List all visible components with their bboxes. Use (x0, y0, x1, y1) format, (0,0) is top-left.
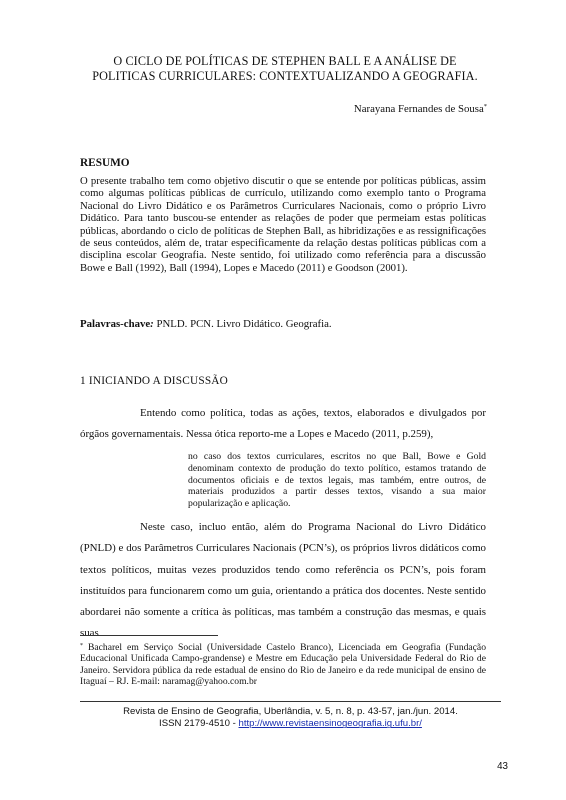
journal-website-link[interactable]: http://www.revistaensinogeografia.ig.ufu.br/ (238, 718, 422, 730)
footer-divider (80, 701, 501, 702)
paper-title (70, 54, 500, 84)
abstract-heading: RESUMO (80, 157, 130, 169)
journal-footer (80, 706, 501, 731)
section-heading: 1 INICIANDO A DISCUSSÃO (80, 375, 229, 387)
abstract-text: O presente trabalho tem como objetivo discutir o que se entende por políticas públicas, assim como algumas políticas públicas de currículo, utilizando como exemplo tanto o Programa Nacional do Livro Didático e os Parâmetros Curriculares Nacionais, como o próprio Livro Didático. Para tanto buscou-se entender as relações de poder que permeiam estas políticas públicas, abordando o ciclo de políticas de Stephen Ball, as hibridizações e as ressignificações de seus conteúdos, além de, tratar especificamente da relação destas políticas públicas com a disciplina escolar Geografia. Neste sentido, foi utilizado como referência para a discussão Bowe e Ball (1992), Ball (1994), Lopes e Macedo (2011) e Goodson (2001). (80, 175, 486, 274)
page-number: 43 (497, 761, 508, 772)
issn-text: ISSN 2179-4510 - (159, 718, 239, 730)
footnote-divider (80, 635, 218, 636)
paper-title-line-2: POLITICAS CURRICULARES: CONTEXTUALIZANDO A GEOGRAFIA. (92, 69, 478, 83)
journal-issn-line (80, 718, 501, 730)
block-quote: no caso dos textos curriculares, escritos no que Ball, Bowe e Gold denominam contexto de produção do texto político, estamos tratando de documentos oficiais e de textos legais, mas também, entre outros, de materiais produzidos a partir desses textos, visando a sua maior popularização e aplicação. (188, 451, 486, 510)
author-text: Narayana Fernandes de Sousa (353, 103, 484, 115)
body-paragraph-1: Entendo como política, todas as ações, textos, elaborados e divulgados por órgãos governamentais. Nessa ótica reporto-me a Lopes e Macedo (2011, p.259), (80, 407, 486, 441)
footnote (80, 641, 486, 688)
footnote-text: Bacharel em Serviço Social (Universidade Castelo Branco), Licenciada em Geografia (Fundação Educacional Unificada Campo-grandense) e Mestre em Educação pela Universidade Federal do Rio de Janeiro. Servidora pública da rede estadual de ensino do Rio de Janeiro e da rede municipal de ensino de Itaguaí – RJ. E-mail: naramag@yahoo.com.br (80, 642, 486, 688)
journal-citation: Revista de Ensino de Geografia, Uberlândia, v. 5, n. 8, p. 43-57, jan./jun. 2014. (123, 706, 458, 717)
keywords-colon: : (150, 318, 154, 330)
keywords-label: Palavras-chave (80, 318, 151, 330)
paper-title-line-1: O CICLO DE POLÍTICAS DE STEPHEN BALL E A ANÁLISE DE (113, 54, 457, 68)
author-name (354, 103, 487, 115)
keywords-line (80, 318, 332, 330)
author-footnote-mark: * (483, 103, 487, 110)
footnote-mark: * (80, 643, 83, 649)
keywords-list: PNLD. PCN. Livro Didático. Geografia. (153, 318, 332, 330)
body-paragraph-2: Neste caso, incluo então, além do Programa Nacional do Livro Didático (PNLD) e dos Parâmetros Curriculares Nacionais (PCN’s), os próprios livros didáticos como textos políticos, muitas vezes produzidos tendo como referência os PCN’s, pois foram instituídos para funcionarem como um guia, orientando a prática dos docentes. Neste sentido abordarei não somente a crítica às políticas, mas também a construção das mesmas, e quais suas (80, 521, 486, 640)
